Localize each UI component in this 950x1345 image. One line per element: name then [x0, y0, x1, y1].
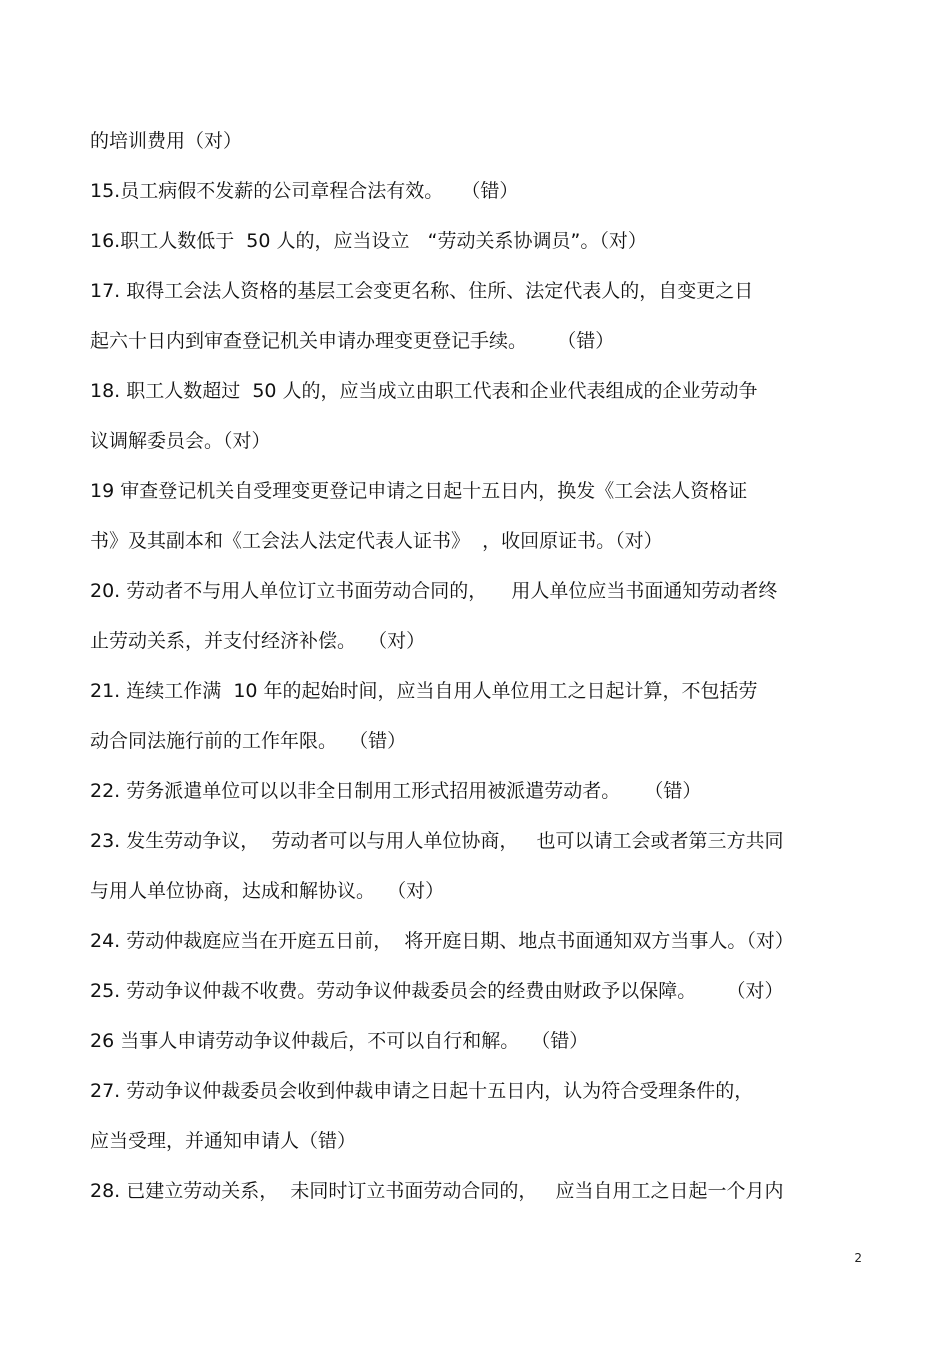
text-line: 与用人单位协商，达成和解协议。 （对）: [90, 880, 445, 902]
text-line: 26 当事人申请劳动争议仲裁后，不可以自行和解。 （错）: [90, 1030, 589, 1052]
page-number: 2: [854, 1251, 862, 1265]
text-line: 17. 取得工会法人资格的基层工会变更名称、住所、法定代表人的，自变更之日: [90, 280, 754, 302]
text-line: 动合同法施行前的工作年限。 （错）: [90, 730, 407, 752]
text-line: 书》及其副本和《工会法人法定代表人证书》 ，收回原证书。（对）: [90, 530, 663, 552]
text-line: 起六十日内到审查登记机关申请办理变更登记手续。 （错）: [90, 330, 615, 352]
text-line: 16.职工人数低于 50 人的，应当设立 “劳动关系协调员”。（对）: [90, 230, 647, 252]
text-line: 18. 职工人数超过 50 人的，应当成立由职工代表和企业代表组成的企业劳动争: [90, 380, 758, 402]
text-line: 23. 发生劳动争议， 劳动者可以与用人单位协商， 也可以请工会或者第三方共同: [90, 830, 784, 852]
text-line: 28. 已建立劳动关系， 未同时订立书面劳动合同的， 应当自用工之日起一个月内: [90, 1180, 784, 1202]
text-line: 21. 连续工作满 10 年的起始时间，应当自用人单位用工之日起计算，不包括劳: [90, 680, 758, 702]
text-line: 24. 劳动仲裁庭应当在开庭五日前， 将开庭日期、地点书面通知双方当事人。（对）: [90, 930, 794, 952]
text-line: 应当受理，并通知申请人（错）: [90, 1130, 357, 1152]
text-line: 止劳动关系，并支付经济补偿。 （对）: [90, 630, 426, 652]
text-line: 19 审查登记机关自受理变更登记申请之日起十五日内，换发《工会法人资格证: [90, 480, 748, 502]
text-line: 27. 劳动争议仲裁委员会收到仲裁申请之日起十五日内，认为符合受理条件的，: [90, 1080, 754, 1102]
text-line: 22. 劳务派遣单位可以以非全日制用工形式招用被派遣劳动者。 （错）: [90, 780, 702, 802]
text-line: 25. 劳动争议仲裁不收费。劳动争议仲裁委员会的经费由财政予以保障。 （对）: [90, 980, 784, 1002]
text-line: 15.员工病假不发薪的公司章程合法有效。 （错）: [90, 180, 519, 202]
text-line: 议调解委员会。（对）: [90, 430, 271, 452]
text-line: 20. 劳动者不与用人单位订立书面劳动合同的， 用人单位应当书面通知劳动者终: [90, 580, 778, 602]
document-body: [90, 122, 870, 1222]
text-line: 的培训费用（对）: [90, 130, 243, 152]
